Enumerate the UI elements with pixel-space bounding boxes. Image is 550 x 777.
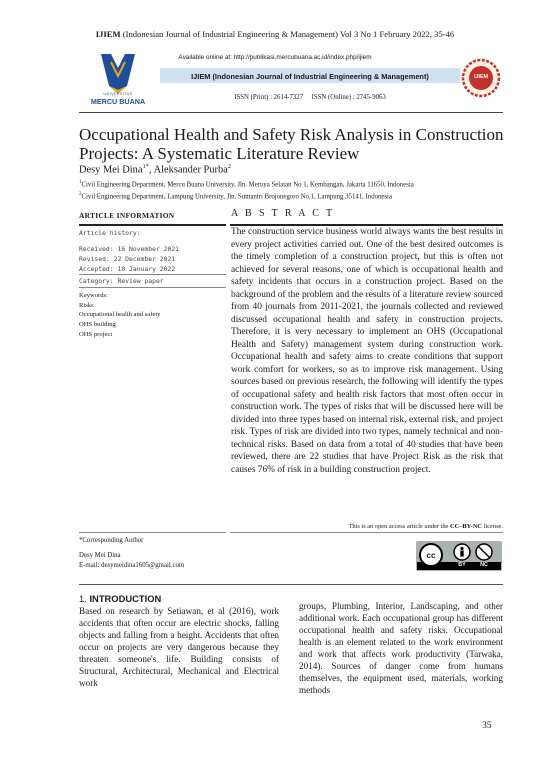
category-rule-bottom — [79, 287, 226, 288]
cc-icon: cc — [426, 551, 436, 560]
open-access-pre: This is an open access article under the — [348, 523, 450, 530]
author-separator: , Aleksander Purba — [149, 164, 228, 176]
running-head — [0, 29, 550, 39]
article-history-dates — [79, 244, 179, 275]
seal-text: IJIEM — [473, 74, 489, 80]
affiliation-1-text: Civil Engineering Department, Mercu Buana University, Jln. Meruya Selatan No 1, Kembangan, Jakarta 11650, Indonesia — [81, 181, 414, 189]
section-number: 1. — [79, 593, 90, 604]
intro-column-right: groups, Plumbing, Interior, Landscaping, and other additional work. Each occupational group has different occupational health and safety risks. Occupational health is an element related to the work environment and work that affects work productivity (Tarwaka, 2014). Sources of danger come from humans themselves, the equipment used, materials, working methods — [299, 601, 503, 695]
keywords-label: Keywords: — [79, 292, 108, 299]
affiliation-1-sup: 1 — [79, 180, 82, 185]
abstract-body: The construction service business world always wants the best results in every project activities carried out. One of the best desired outcomes is the timely completion of a construction project, but this is often not achieved for several reasons, one of which is occupational health and safety incidents that occurs in a construction project. Based on the background of the problem and the results of a literature review sourced from 40 journals from 2011-2021, the journals collected and reviewed discussed occupational health and safety in construction projects. Therefore, it is very necessary to implement an OHS (Occupational Health and Safety) management system during construction work. Occupational health and safety aims to create conditions that support work comfort for workers, so as to improve risk management. Using sources based on previous research, the following will identify the types of occupational safety and health risk factors that most often occur in construction work. The types of risks that will be discussed here will be divided into three types based on internal risk, external risk, and project risk. Types of risk are divided into two types, namely technical and non-technical risks. Based on data from a total of 40 studies that have been reviewed, there are 22 studies that have Project Risk as the risk that causes 76% of risk in a building construction project. — [231, 227, 503, 475]
affiliation-1 — [79, 178, 414, 190]
author-1-sup: 1* — [142, 163, 149, 170]
article-info-rule — [79, 224, 226, 226]
corresponding-email[interactable]: E-mail: desymeidina1605@gmail.com — [79, 561, 185, 569]
header-rule — [79, 112, 503, 113]
section-heading — [79, 593, 161, 604]
open-access-note — [231, 523, 503, 530]
intro-column-left: Based on research by Setiawan, et al (2016), work accidents that often occur are electric shocks, falling objects and falling from a height. Accidents that often occur on projects are very dangerous because they threaten someone's life. Building consists of Structural, Architectural, Mechanical and Electrical work — [79, 606, 279, 688]
running-head-journal: IJIEM — [95, 29, 121, 39]
article-history-label: Article history: — [79, 229, 141, 237]
keyword-item: OHS building — [79, 321, 116, 329]
affiliations — [79, 178, 414, 201]
keyword-item: Risks — [79, 301, 94, 309]
page-number: 35 — [482, 720, 492, 731]
received-date: Received: 16 November 2021 — [79, 245, 180, 253]
corresponding-rule — [79, 532, 226, 533]
open-access-post: license. — [482, 523, 503, 530]
affiliation-2-text: Civil Engineering Department, Lampung University, Jln. Sumantri Brojonegoro No.1, Lampung 35141, Indonesia — [81, 192, 392, 200]
affiliation-2 — [79, 190, 414, 202]
available-online-note: Available online at: http://publikasi.mercubuana.ac.id/index.php/ijiem — [178, 54, 372, 61]
accepted-date: Accepted: 10 January 2022 — [79, 265, 176, 274]
keywords-block — [79, 291, 160, 340]
by-label: BY — [458, 562, 466, 568]
keyword-item: OHS project — [79, 330, 113, 338]
paper-title: Occupational Health and Safety Risk Analysis in Construction Projects: A Systematic Literature Review — [79, 125, 504, 163]
open-access-rule — [230, 532, 503, 533]
journal-banner-title: IJIEM (Indonesian Journal of Industrial Engineering & Management) — [191, 72, 429, 81]
author-line — [79, 163, 231, 175]
author-2-sup: 2 — [227, 163, 232, 170]
article-category: Category: Review paper — [79, 277, 164, 285]
article-info-heading: ARTICLE INFORMATION — [79, 211, 175, 220]
category-rule-top — [79, 274, 226, 275]
author-1: Desy Mei Dina — [79, 164, 143, 176]
abstract-heading: A B S T R A C T — [231, 208, 335, 219]
section-rule — [79, 584, 503, 585]
corresponding-author-block — [79, 536, 184, 570]
running-head-details: (Indonesian Journal of Industrial Engineering & Management) Vol 3 No 1 February 2022, 35-46 — [120, 29, 455, 39]
affiliation-2-sup: 2 — [79, 191, 82, 197]
revised-date: Revised: 22 December 2021 — [79, 255, 176, 264]
nc-label: NC — [480, 562, 488, 568]
issn-line: ISSN (Print) : 2614-7327 ISSN (Online) : 2745-9063 — [234, 94, 386, 101]
corresponding-label: *Corresponding Author — [79, 537, 144, 544]
license-name[interactable]: CC–BY-NC — [449, 523, 483, 530]
logo-text-university: UNIVERSITAS — [103, 92, 133, 96]
section-title: INTRODUCTION — [89, 593, 162, 604]
logo-text-name: MERCU BUANA — [90, 97, 146, 106]
keyword-item: Occupational health and safety — [79, 311, 161, 319]
corresponding-name: Desy Mei Dina — [79, 552, 121, 560]
